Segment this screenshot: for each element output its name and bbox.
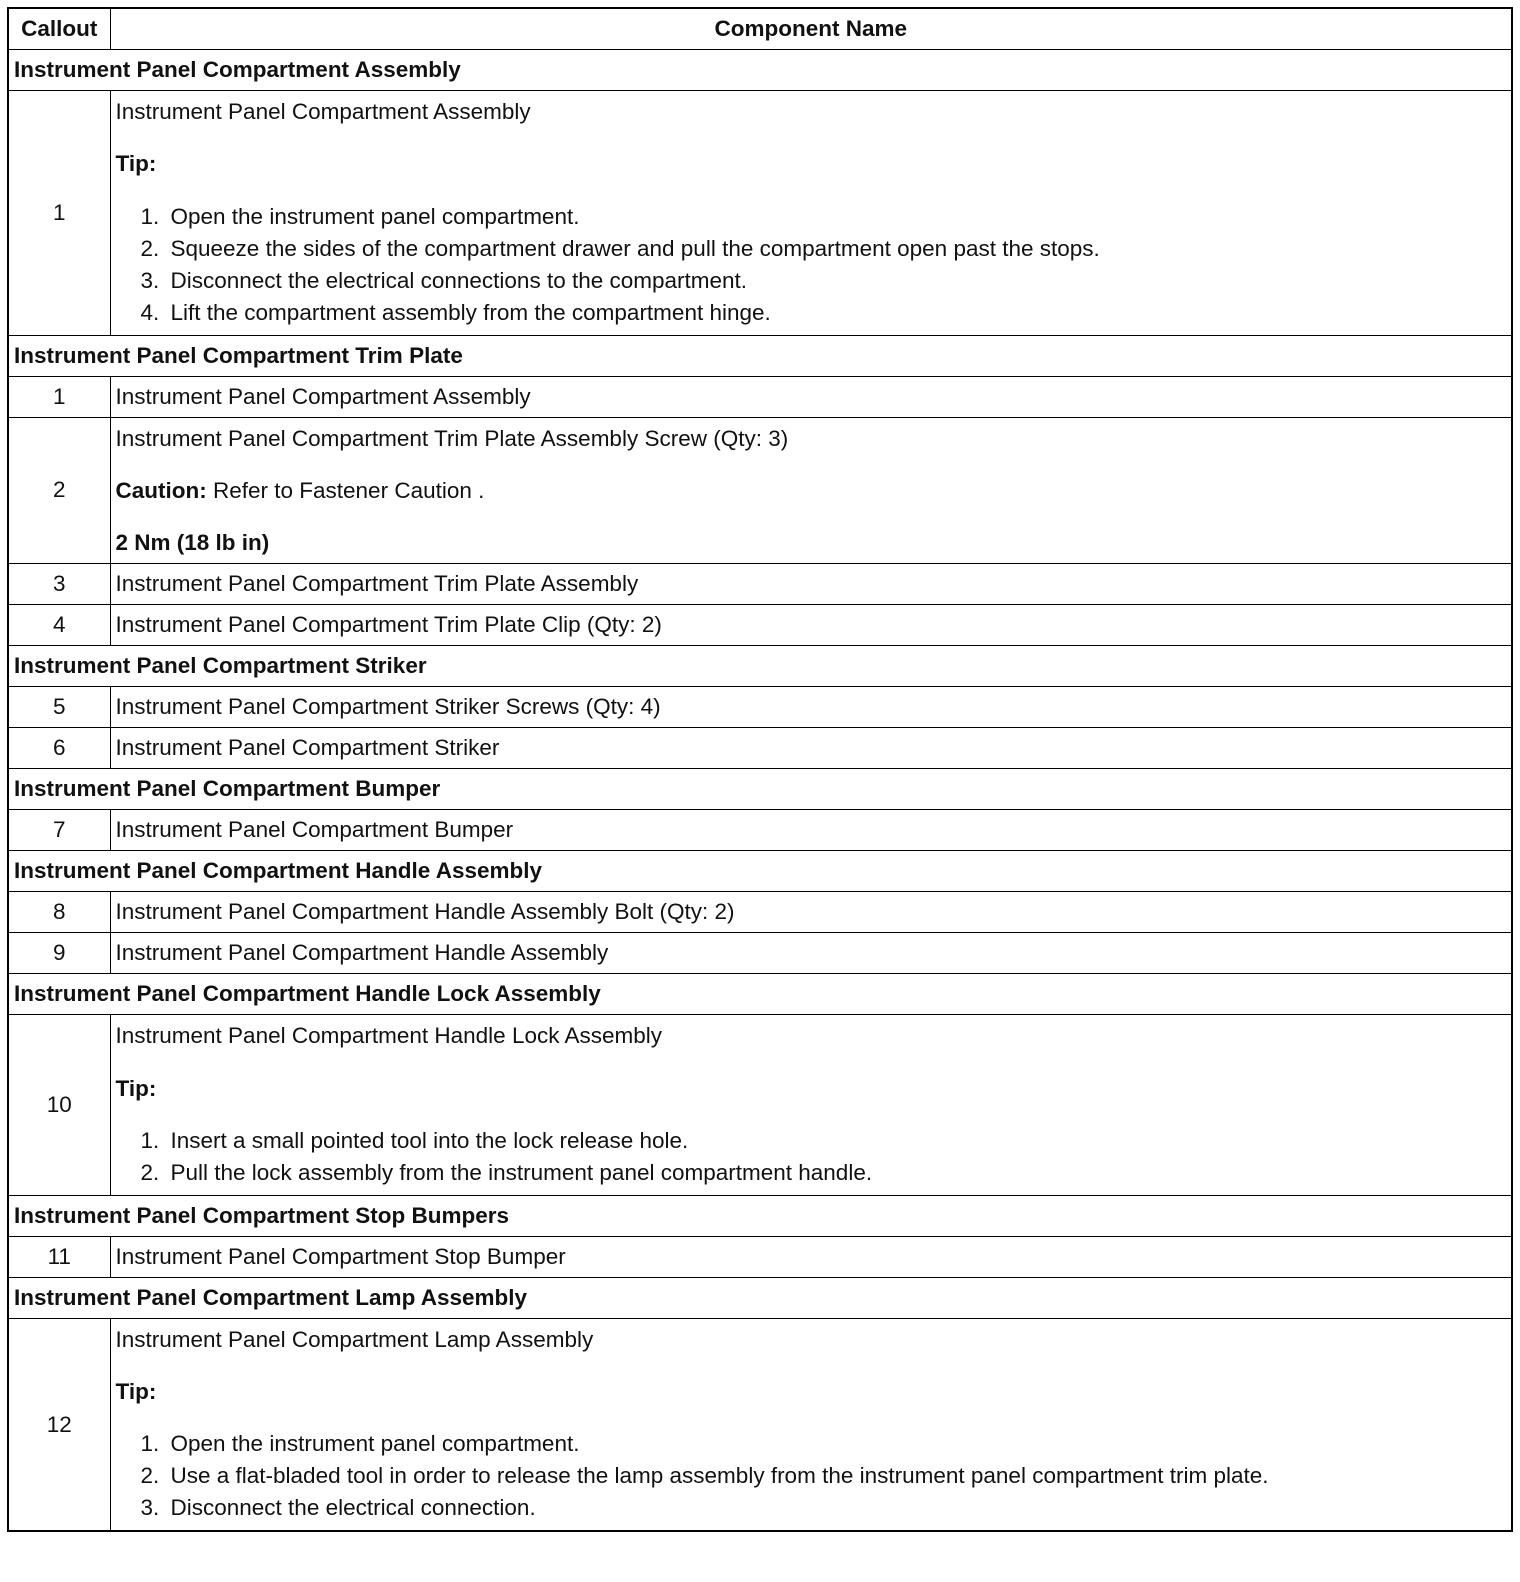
table-row: [8, 91, 1512, 336]
component-cell: [110, 417, 1512, 564]
table-row: [8, 1236, 1512, 1277]
tip-label: Tip:: [115, 151, 157, 177]
table-row: [8, 933, 1512, 974]
callout-number: 4: [8, 605, 110, 646]
tip-step: 1. Open the instrument panel compartment.: [166, 1428, 1507, 1460]
component-name: Instrument Panel Compartment Handle Lock Assembly: [115, 1023, 663, 1049]
table-row: [8, 376, 1512, 417]
tip-step: 1. Open the instrument panel compartment.: [166, 201, 1507, 233]
callout-number: 1: [8, 91, 110, 336]
table-body: [8, 50, 1512, 1532]
tip-step: 3. Disconnect the electrical connections to the compartment.: [166, 265, 1507, 297]
component-cell: [110, 1318, 1512, 1531]
component-name: Instrument Panel Compartment Assembly: [110, 376, 1512, 417]
component-table: [7, 7, 1513, 1532]
callout-number: 8: [8, 892, 110, 933]
tip-steps: [116, 1125, 1507, 1189]
tip-step: 2. Squeeze the sides of the compartment drawer and pull the compartment open past the stops.: [166, 233, 1507, 265]
component-cell: [110, 91, 1512, 336]
section-header-row: [8, 50, 1512, 91]
component-name: Instrument Panel Compartment Handle Assembly: [110, 933, 1512, 974]
component-name: Instrument Panel Compartment Assembly: [115, 99, 531, 124]
tip-step: 1. Insert a small pointed tool into the lock release hole.: [166, 1125, 1507, 1157]
table-row: [8, 728, 1512, 769]
component-name: Instrument Panel Compartment Striker: [110, 728, 1512, 769]
torque-spec: 2 Nm (18 lb in): [115, 530, 270, 555]
component-name: Instrument Panel Compartment Trim Plate Clip (Qty: 2): [110, 605, 1512, 646]
table-row: [8, 810, 1512, 851]
section-title: Instrument Panel Compartment Assembly: [8, 50, 1512, 91]
table-row: [8, 605, 1512, 646]
tip-step: 2. Pull the lock assembly from the instrument panel compartment handle.: [166, 1157, 1507, 1189]
callout-number: 5: [8, 687, 110, 728]
component-name: Instrument Panel Compartment Striker Screws (Qty: 4): [110, 687, 1512, 728]
callout-number: 12: [8, 1318, 110, 1531]
component-name-header: Component Name: [110, 8, 1512, 50]
section-header-row: [8, 851, 1512, 892]
component-name: Instrument Panel Compartment Bumper: [110, 810, 1512, 851]
section-header-row: [8, 769, 1512, 810]
section-title: Instrument Panel Compartment Stop Bumpers: [8, 1195, 1512, 1236]
callout-number: 7: [8, 810, 110, 851]
callout-number: 3: [8, 564, 110, 605]
table-row: [8, 892, 1512, 933]
table-row: [8, 687, 1512, 728]
component-name: Instrument Panel Compartment Lamp Assembly: [115, 1326, 594, 1352]
section-title: Instrument Panel Compartment Handle Lock Assembly: [8, 974, 1512, 1015]
callout-number: 11: [8, 1236, 110, 1277]
table-row: [8, 564, 1512, 605]
callout-number: 6: [8, 728, 110, 769]
section-title: Instrument Panel Compartment Trim Plate: [8, 335, 1512, 376]
section-header-row: [8, 646, 1512, 687]
table-row: [8, 417, 1512, 564]
callout-number: 2: [8, 417, 110, 564]
tip-label: Tip:: [115, 1379, 157, 1404]
section-title: Instrument Panel Compartment Handle Assembly: [8, 851, 1512, 892]
callout-number: 9: [8, 933, 110, 974]
component-name: Instrument Panel Compartment Handle Assembly Bolt (Qty: 2): [110, 892, 1512, 933]
callout-number: 1: [8, 376, 110, 417]
caution-note: [116, 476, 1507, 505]
header-row: [8, 8, 1512, 50]
section-title: Instrument Panel Compartment Striker: [8, 646, 1512, 687]
component-cell: [110, 1015, 1512, 1196]
section-header-row: [8, 335, 1512, 376]
tip-label: Tip:: [115, 1075, 157, 1101]
tip-step: 2. Use a flat-bladed tool in order to release the lamp assembly from the instrument panel compartment trim plate.: [166, 1460, 1507, 1492]
component-name: Instrument Panel Compartment Trim Plate Assembly: [110, 564, 1512, 605]
table-row: [8, 1015, 1512, 1196]
callout-number: 10: [8, 1015, 110, 1196]
caution-text: Refer to Fastener Caution .: [206, 477, 485, 503]
tip-step: 3. Disconnect the electrical connection.: [166, 1492, 1507, 1524]
caution-label: Caution:: [115, 477, 207, 503]
component-name: Instrument Panel Compartment Trim Plate Assembly Screw (Qty: 3): [115, 425, 789, 451]
component-name: Instrument Panel Compartment Stop Bumper: [110, 1236, 1512, 1277]
section-header-row: [8, 974, 1512, 1015]
tip-step: 4. Lift the compartment assembly from the compartment hinge.: [166, 297, 1507, 329]
callout-header: Callout: [8, 8, 110, 50]
section-header-row: [8, 1195, 1512, 1236]
table-row: [8, 1318, 1512, 1531]
section-title: Instrument Panel Compartment Bumper: [8, 769, 1512, 810]
tip-steps: [116, 201, 1507, 329]
section-header-row: [8, 1277, 1512, 1318]
tip-steps: [116, 1428, 1507, 1524]
section-title: Instrument Panel Compartment Lamp Assembly: [8, 1277, 1512, 1318]
